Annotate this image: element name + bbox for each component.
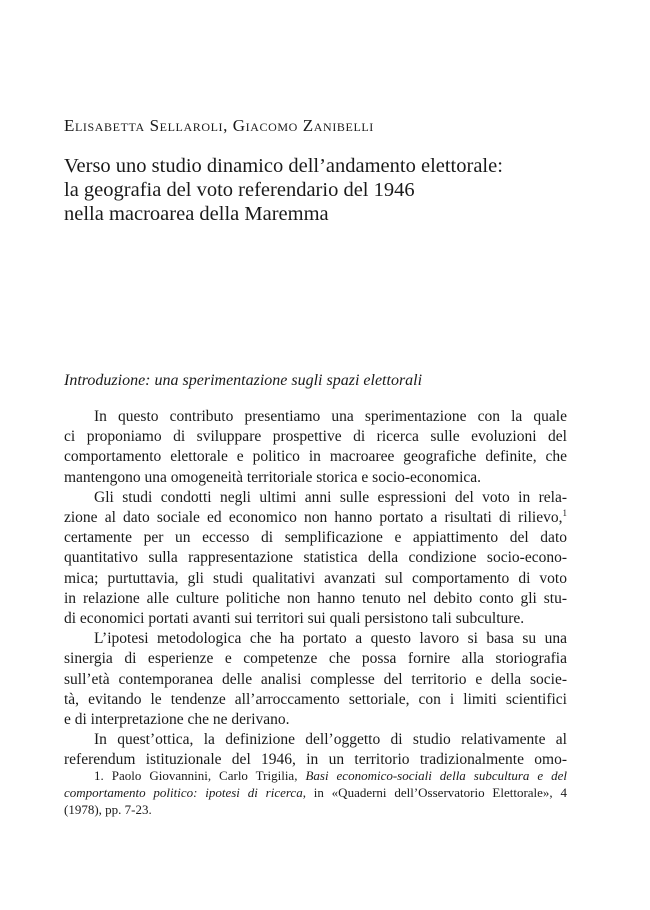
footnote-line: (1978), pp. 7-23. bbox=[64, 802, 152, 817]
body-line-text: zione al dato sociale ed economico non hanno portato a risultati di rilievo, bbox=[64, 509, 563, 527]
body-line: di economici portati avanti sui territori sui quali persistono tali subculture. bbox=[64, 610, 525, 628]
body-line: mica; purtuttavia, gli studi qualitativi avanzati sul comportamento di voto bbox=[64, 569, 567, 587]
body-line: comportamento elettorale e politico in macroaree geografiche definite, che bbox=[64, 448, 567, 466]
body-line: In quest’ottica, la definizione dell’oggetto di studio relativamente al bbox=[94, 731, 567, 749]
footnote-line bbox=[64, 767, 567, 784]
article-authors: Elisabetta Sellaroli, Giacomo Zanibelli bbox=[64, 116, 374, 135]
body-line: L’ipotesi metodologica che ha portato a questo lavoro si basa su una bbox=[94, 630, 567, 648]
body-line: certamente per un eccesso di semplificazione e appiattimento del dato bbox=[64, 529, 567, 547]
body-text bbox=[64, 407, 567, 771]
footnote-source: , in «Quaderni dell’Osservatorio Elettorale», 4 bbox=[302, 785, 567, 800]
body-line: in relazione alle culture politiche non hanno tenuto nel debito conto gli stu- bbox=[64, 589, 567, 607]
body-line: tà, evitando le tendenze all’arroccamento settoriale, con i limiti scientifici bbox=[64, 690, 567, 708]
footnote-reference: 1 bbox=[562, 508, 567, 519]
body-line-with-note bbox=[64, 508, 567, 528]
footnote-title: comportamento politico: ipotesi di ricerca bbox=[64, 785, 303, 800]
footnote bbox=[64, 767, 567, 818]
body-line: e di interpretazione che ne derivano. bbox=[64, 711, 290, 729]
title-line: nella macroarea della Maremma bbox=[64, 203, 329, 225]
body-line: In questo contributo presentiamo una sperimentazione con la quale bbox=[94, 408, 567, 425]
article-title bbox=[64, 154, 604, 226]
footnote-number: 1. bbox=[94, 768, 104, 783]
body-line: sinergia di esperienze e competenze che possa fornire alla storiografia bbox=[64, 650, 567, 668]
footnote-authors: Paolo Giovannini, Carlo Trigilia, bbox=[111, 768, 298, 783]
body-line: sull’età contemporanea delle analisi complesse del territorio e della socie- bbox=[64, 670, 567, 688]
footnote-title: Basi economico-sociali della subcultura e del bbox=[305, 768, 567, 783]
body-line: Gli studi condotti negli ultimi anni sulle espressioni del voto in rela- bbox=[94, 488, 567, 506]
body-line: ci proponiamo di sviluppare prospettive di ricerca sulle evoluzioni del bbox=[64, 428, 567, 446]
body-line: quantitativo sulla rappresentazione statistica della condizione socio-econo- bbox=[64, 549, 567, 567]
title-line: la geografia del voto referendario del 1946 bbox=[64, 179, 415, 201]
footnote-line bbox=[64, 784, 567, 801]
body-line: mantengono una omogeneità territoriale storica e socio-economica. bbox=[64, 468, 482, 486]
section-heading: Introduzione: una sperimentazione sugli spazi elettorali bbox=[64, 372, 423, 389]
body-line: referendum istituzionale del 1946, in un territorio tradizionalmente omo- bbox=[64, 751, 567, 769]
title-line: Verso uno studio dinamico dell’andamento elettorale: bbox=[64, 155, 503, 177]
